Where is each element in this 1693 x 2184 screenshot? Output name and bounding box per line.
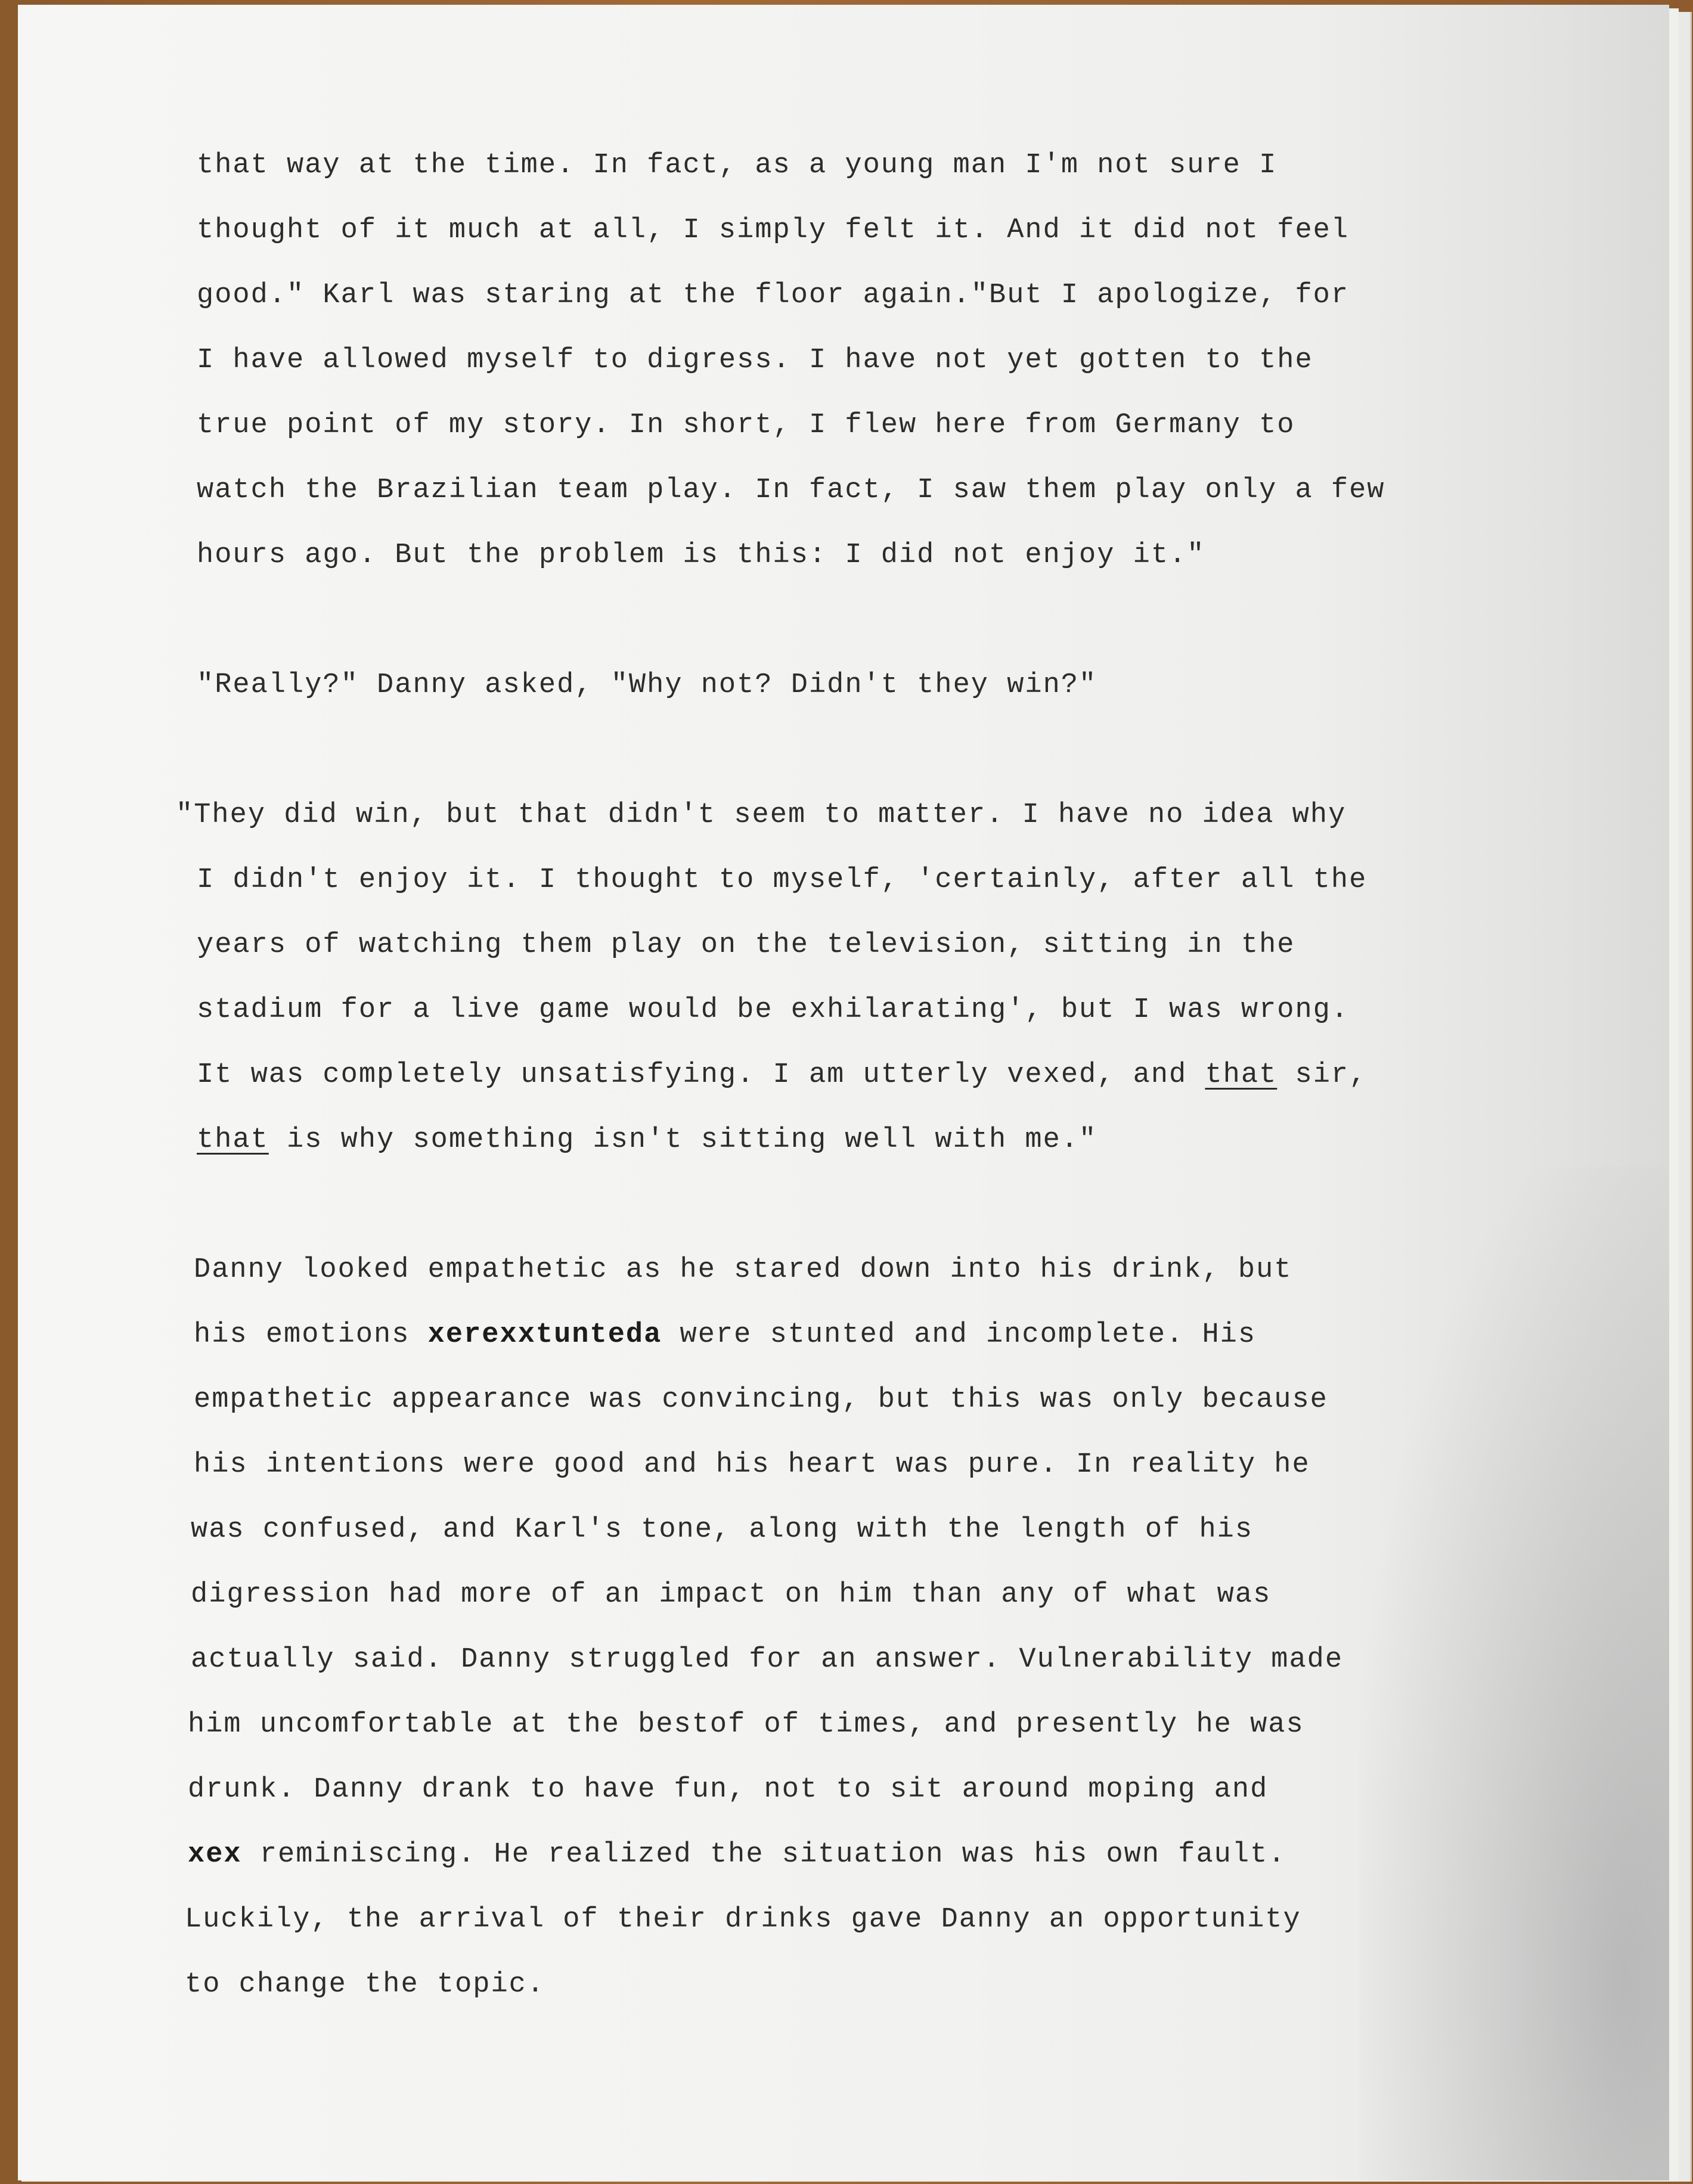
paragraph-gap <box>197 588 1627 653</box>
text-segment: empathetic appearance was convincing, but this was only because <box>194 1384 1328 1416</box>
typewritten-page <box>18 5 1669 2180</box>
text-line <box>194 1237 1627 1302</box>
text-segment: Danny looked empathetic as he stared down into his drink, but <box>194 1254 1292 1286</box>
text-line <box>191 1497 1627 1562</box>
text-line <box>197 978 1627 1043</box>
text-segment: actually said. Danny struggled for an answer. Vulnerability made <box>191 1644 1344 1676</box>
text-line <box>194 1302 1627 1367</box>
struck-out-text: xex <box>188 1839 242 1870</box>
text-segment: sir, <box>1277 1059 1368 1091</box>
text-line <box>197 328 1627 393</box>
text-line <box>197 133 1627 198</box>
text-segment: his intentions were good and his heart was pure. In reality he <box>194 1449 1310 1481</box>
text-line <box>185 1887 1627 1952</box>
text-line <box>176 783 1627 848</box>
text-line <box>197 913 1627 978</box>
paragraph-gap <box>197 718 1627 783</box>
text-line <box>197 458 1627 523</box>
page-text <box>176 133 1627 2017</box>
text-segment: watch the Brazilian team play. In fact, I saw them play only a few <box>197 474 1385 506</box>
text-line <box>197 653 1627 718</box>
text-segment: I have allowed myself to digress. I have not yet gotten to the <box>197 345 1313 376</box>
text-line <box>197 848 1627 913</box>
text-segment: to change the topic. <box>185 1969 545 2000</box>
text-line <box>197 1043 1627 1107</box>
text-segment: drunk. Danny drank to have fun, not to sit around moping and <box>188 1774 1269 1805</box>
text-line <box>197 393 1627 458</box>
text-segment: hours ago. But the problem is this: I did not enjoy it." <box>197 539 1205 571</box>
text-segment: stadium for a live game would be exhilarating', but I was wrong. <box>197 994 1350 1026</box>
text-segment: thought of it much at all, I simply felt it. And it did not feel <box>197 215 1350 246</box>
text-line <box>197 1107 1627 1172</box>
text-segment: that way at the time. In fact, as a young man I'm not sure I <box>197 150 1277 181</box>
text-segment: "Really?" Danny asked, "Why not? Didn't they win?" <box>197 669 1097 701</box>
text-segment: his emotions <box>194 1319 428 1351</box>
text-line <box>188 1822 1627 1887</box>
text-line <box>185 1952 1627 2017</box>
text-segment: him uncomfortable at the bestof of times, and presently he was <box>188 1709 1304 1741</box>
text-segment: true point of my story. In short, I flew here from Germany to <box>197 410 1295 441</box>
struck-out-text: xerexxtunteda <box>427 1319 662 1351</box>
text-line <box>194 1367 1627 1432</box>
text-segment: is why something isn't sitting well with me." <box>268 1124 1097 1156</box>
text-segment: digression had more of an impact on him than any of what was <box>191 1579 1272 1611</box>
text-segment: good." Karl was staring at the floor again."But I apologize, for <box>197 280 1350 311</box>
text-line <box>197 523 1627 588</box>
text-segment: Luckily, the arrival of their drinks gave Danny an opportunity <box>185 1904 1301 1935</box>
text-line <box>188 1757 1627 1822</box>
text-segment: "They did win, but that didn't seem to matter. I have no idea why <box>176 799 1347 831</box>
text-segment: years of watching them play on the television, sitting in the <box>197 929 1295 961</box>
text-segment: I didn't enjoy it. I thought to myself, 'certainly, after all the <box>197 864 1368 896</box>
paragraph-gap <box>197 1172 1627 1237</box>
text-segment: was confused, and Karl's tone, along with the length of his <box>191 1514 1254 1546</box>
text-line <box>197 263 1627 328</box>
underlined-word: that <box>1205 1059 1277 1091</box>
text-segment: reminiscing. He realized the situation was his own fault. <box>241 1839 1286 1870</box>
text-line <box>188 1692 1627 1757</box>
text-segment: It was completely unsatisfying. I am utterly vexed, and <box>197 1059 1205 1091</box>
text-line <box>194 1432 1627 1497</box>
text-line <box>191 1627 1627 1692</box>
underlined-word: that <box>197 1124 269 1156</box>
text-line <box>191 1562 1627 1627</box>
text-line <box>197 198 1627 263</box>
text-segment: were stunted and incomplete. His <box>662 1319 1257 1351</box>
